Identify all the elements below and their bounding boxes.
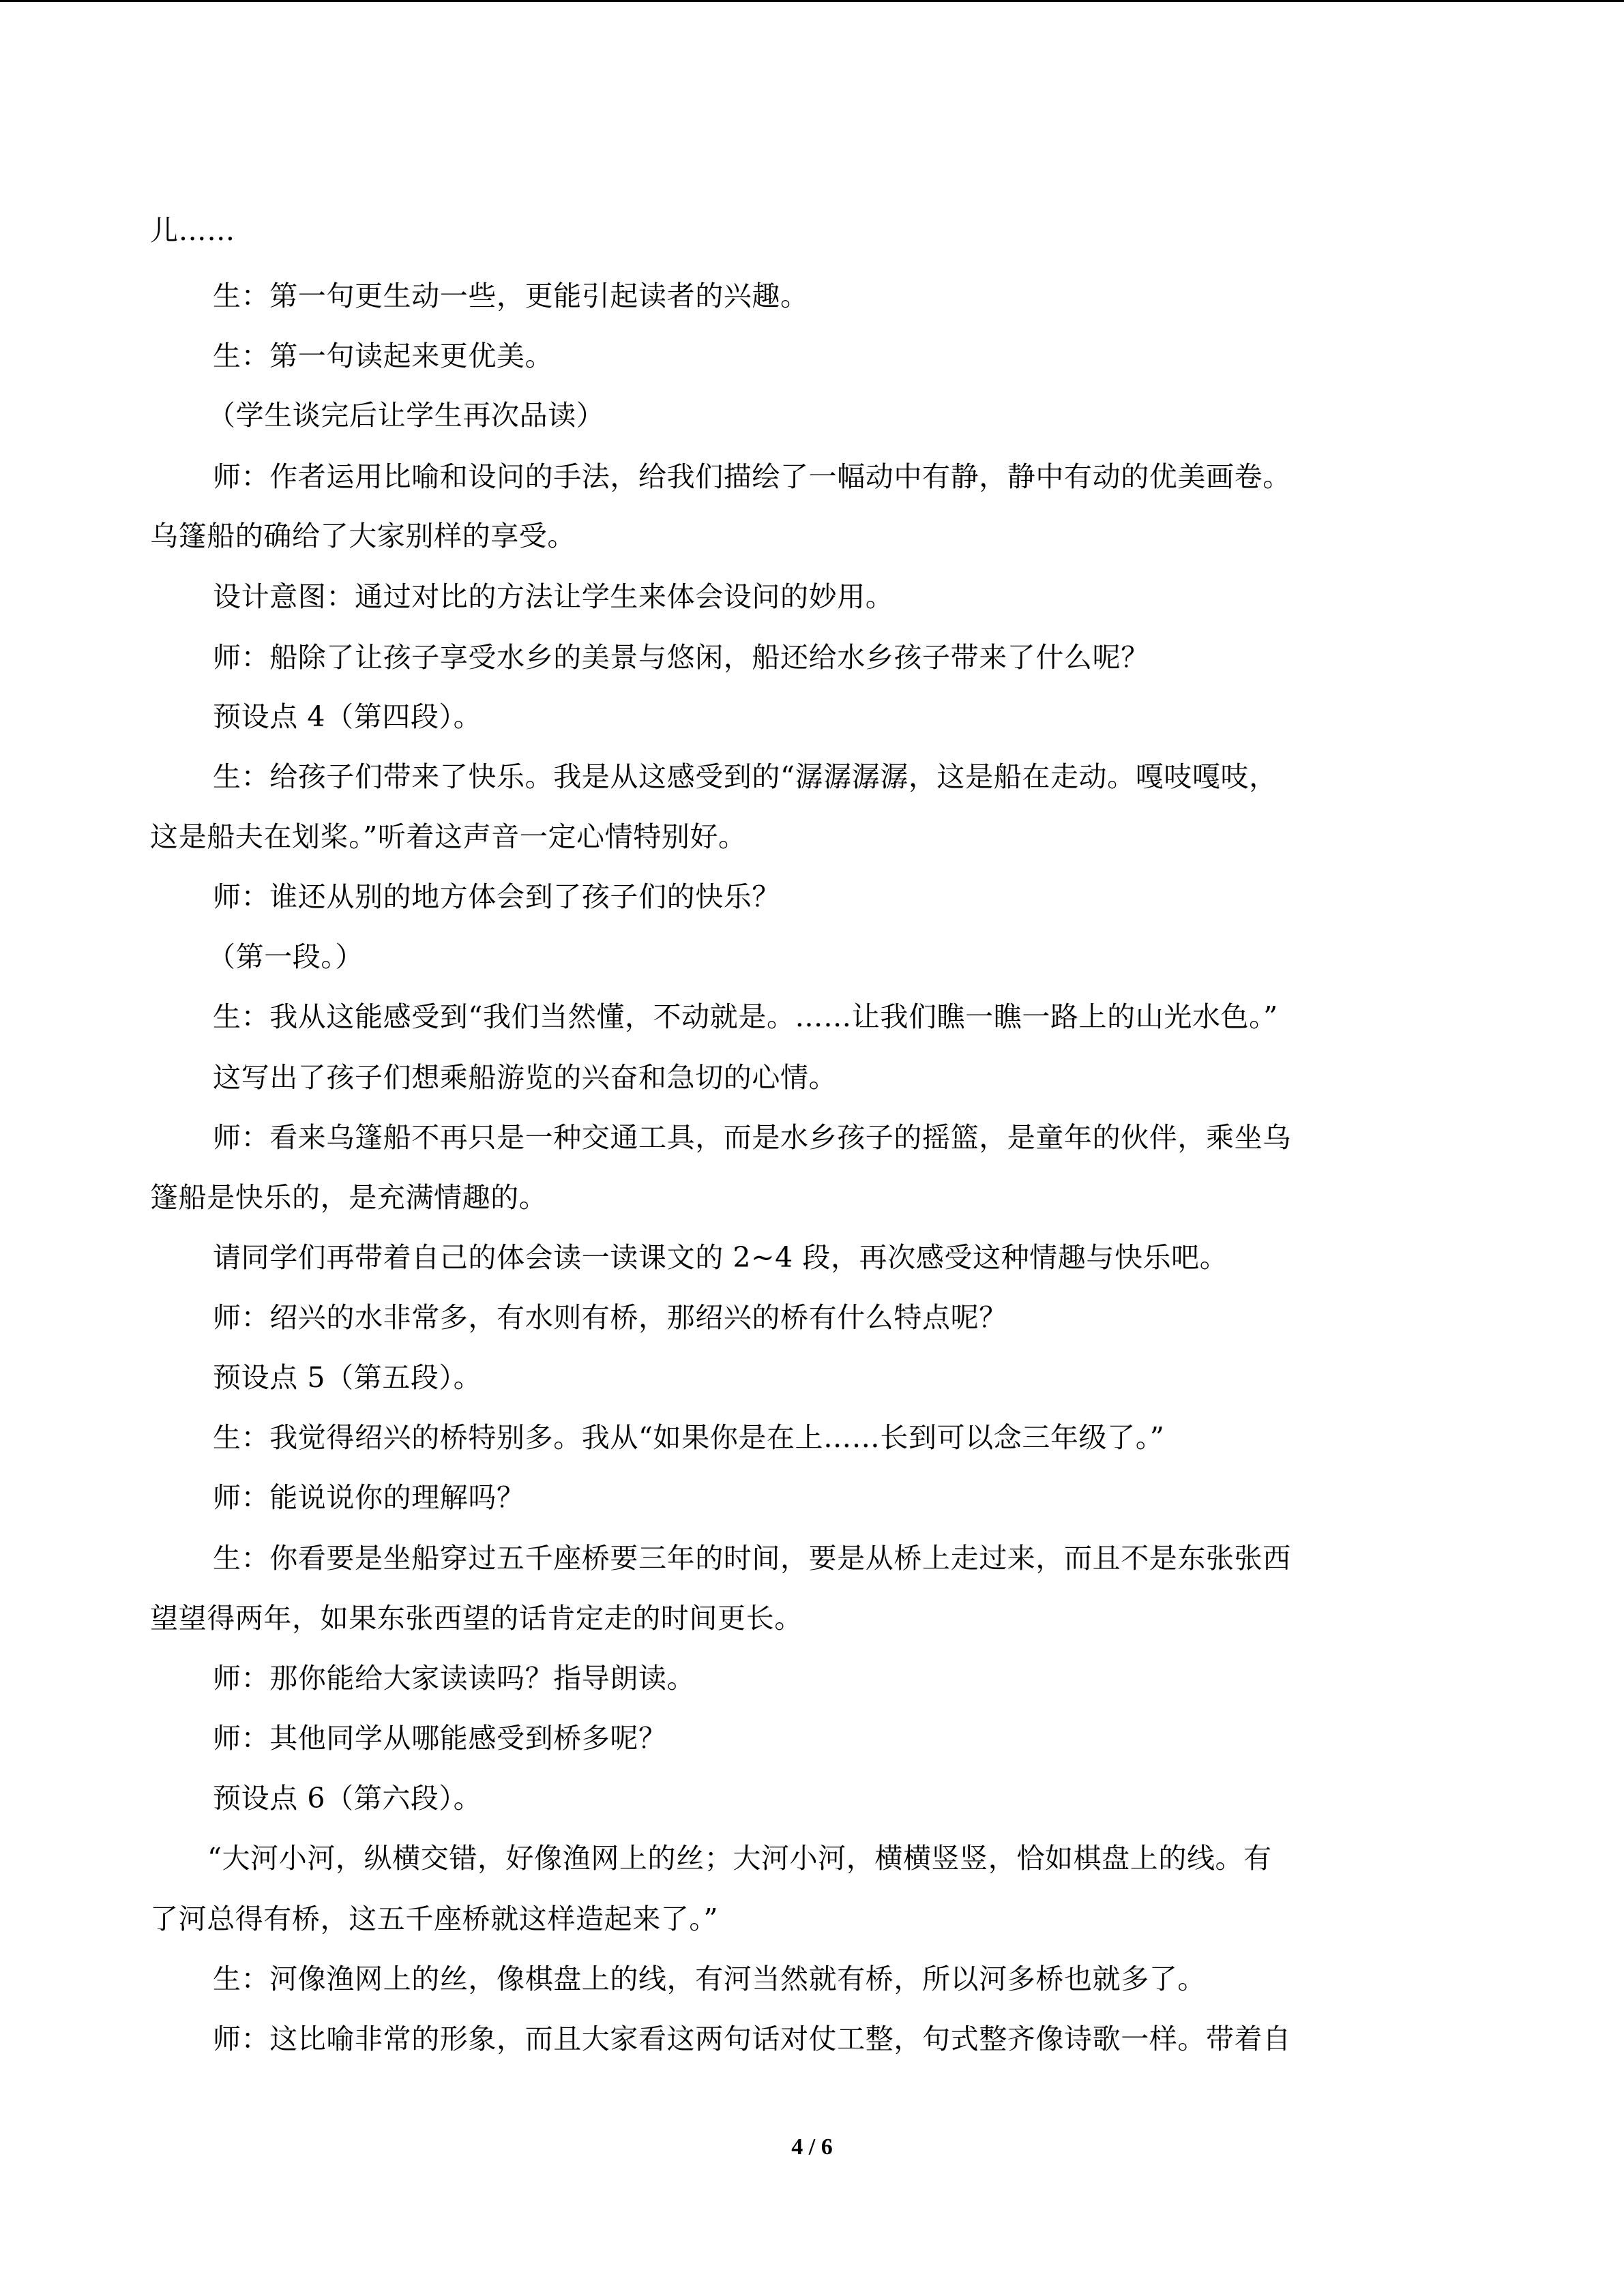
text-line: 这是船夫在划桨。”听着这声音一定心情特别好。 (150, 820, 747, 853)
text-line: 篷船是快乐的，是充满情趣的。 (150, 1181, 548, 1214)
text-line: 生：你看要是坐船穿过五千座桥要三年的时间，要是从桥上走过来，而且不是东张张西 (213, 1542, 1291, 1575)
text-line: 师：船除了让孩子享受水乡的美景与悠闲，船还给水乡孩子带来了什么呢？ (213, 641, 1149, 674)
text-line: 生：我觉得绍兴的桥特别多。我从“如果你是在上……长到可以念三年级了。” (213, 1421, 1165, 1454)
text-line: 师：其他同学从哪能感受到桥多呢？ (213, 1722, 667, 1755)
text-line: 师：能说说你的理解吗？ (213, 1481, 525, 1514)
text-line: （学生谈完后让学生再次品读） (207, 399, 605, 432)
text-line: 生：河像渔网上的丝，像棋盘上的线，有河当然就有桥，所以河多桥也就多了。 (213, 1963, 1206, 1995)
text-line: 请同学们再带着自己的体会读一读课文的 2~4 段，再次感受这种情趣与快乐吧。 (213, 1241, 1228, 1274)
text-line: 预设点 4（第四段）。 (213, 700, 482, 733)
text-line: 乌篷船的确给了大家别样的享受。 (150, 520, 576, 552)
text-line: 了河总得有桥，这五千座桥就这样造起来了。” (150, 1903, 719, 1935)
page-number: 4 / 6 (791, 2134, 833, 2160)
text-line: 预设点 6（第六段）。 (213, 1782, 482, 1815)
text-line: 生：第一句更生动一些，更能引起读者的兴趣。 (213, 280, 809, 312)
text-line: 师：谁还从别的地方体会到了孩子们的快乐？ (213, 880, 780, 913)
text-line: 师：那你能给大家读读吗？指导朗读。 (213, 1662, 696, 1695)
text-line: 这写出了孩子们想乘船游览的兴奋和急切的心情。 (213, 1061, 838, 1094)
text-line: “大河小河，纵横交错，好像渔网上的丝；大河小河，横横竖竖，恰如棋盘上的线。有 (207, 1842, 1272, 1875)
text-line: 预设点 5（第五段）。 (213, 1361, 482, 1394)
text-line: （第一段。） (207, 940, 364, 973)
text-line: 生：给孩子们带来了快乐。我是从这感受到的“潺潺潺潺，这是船在走动。嘎吱嘎吱， (213, 760, 1278, 793)
text-line: 设计意图：通过对比的方法让学生来体会设问的妙用。 (213, 580, 894, 613)
text-line: 望望得两年，如果东张西望的话肯定走的时间更长。 (150, 1602, 803, 1635)
top-border-line (0, 0, 1624, 2)
text-line: 师：作者运用比喻和设问的手法，给我们描绘了一幅动中有静，静中有动的优美画卷。 (213, 460, 1291, 493)
text-line: 师：绍兴的水非常多，有水则有桥，那绍兴的桥有什么特点呢？ (213, 1301, 1007, 1334)
text-line: 生：第一句读起来更优美。 (213, 340, 554, 372)
text-line: 师：这比喻非常的形象，而且大家看这两句话对仗工整，句式整齐像诗歌一样。带着自 (213, 2023, 1291, 2055)
text-line: 生：我从这能感受到“我们当然懂，不动就是。……让我们瞧一瞧一路上的山光水色。” (213, 1000, 1278, 1033)
text-line: 师：看来乌篷船不再只是一种交通工具，而是水乡孩子的摇篮，是童年的伙伴，乘坐乌 (213, 1121, 1291, 1154)
text-line: 儿…… (150, 214, 235, 247)
